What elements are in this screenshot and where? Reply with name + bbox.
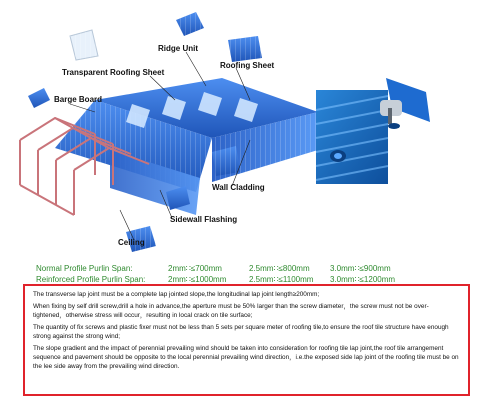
- note-paragraph: The transverse lap joint must be a complete lap jointed slope,the longitudinal lap joint length≥200mm;: [33, 291, 320, 298]
- label-wall-cladding: Wall Cladding: [212, 183, 265, 192]
- purlin-span-reinforced-value: 2mm∷≤1000mm: [168, 275, 227, 284]
- ridge-unit-sheet-icon: [176, 12, 204, 36]
- purlin-span-normal-value: 2.5mm∷≤800mm: [249, 264, 310, 273]
- label-ceiling: Ceiling: [118, 238, 145, 247]
- note-paragraph: When fixing by self drill screw,drill a hole in advance,the aperture must be 50% larger than the screw diameter，the screw must not be over-tightened，otherwise stress will occur，resulting in local crack on tile surface;: [33, 303, 429, 319]
- note-paragraph: The slope gradient and the impact of perennial prevailing wind should be taken into consideration for roofing tile lap joint,the roof tile arrangement sequence and pavement should be opposite to the local perennial prevailing wind direction，i.e.the exposed side lap joint of the roofing tile must be on the lee side away from the prevailing wind direction.: [33, 345, 459, 370]
- purlin-span-reinforced-value: 3.0mm∷≤1200mm: [330, 275, 396, 284]
- purlin-span-normal-value: 2mm∷≤700mm: [168, 264, 222, 273]
- label-sidewall-flashing: Sidewall Flashing: [170, 215, 238, 224]
- label-roofing-sheet: Roofing Sheet: [220, 61, 275, 70]
- label-barge-board: Barge Board: [54, 95, 103, 104]
- purlin-span-normal-value: 3.0mm∷≤900mm: [330, 264, 391, 273]
- barge-board-icon: [28, 88, 50, 108]
- purlin-span-reinforced-value: 2.5mm∷≤1100mm: [249, 275, 314, 284]
- purlin-span-normal-label: Normal Profile Purlin Span:: [36, 264, 133, 273]
- purlin-span-reinforced-label: Reinforced Profile Purlin Span:: [36, 275, 146, 284]
- label-ridge-unit: Ridge Unit: [158, 44, 198, 53]
- installation-photo: [316, 90, 388, 184]
- note-paragraph: The quantity of fix screws and plastic fixer must not be less than 5 sets per square meter of roofing tile,to ensure the roof tile structure have enough strong against the strong wind;: [33, 324, 449, 340]
- installation-notes-box: [23, 284, 470, 396]
- transparent-sheet-icon: [70, 30, 98, 60]
- roofing-sheet-icon: [228, 36, 262, 62]
- label-transparent-roofing-sheet: Transparent Roofing Sheet: [62, 68, 165, 77]
